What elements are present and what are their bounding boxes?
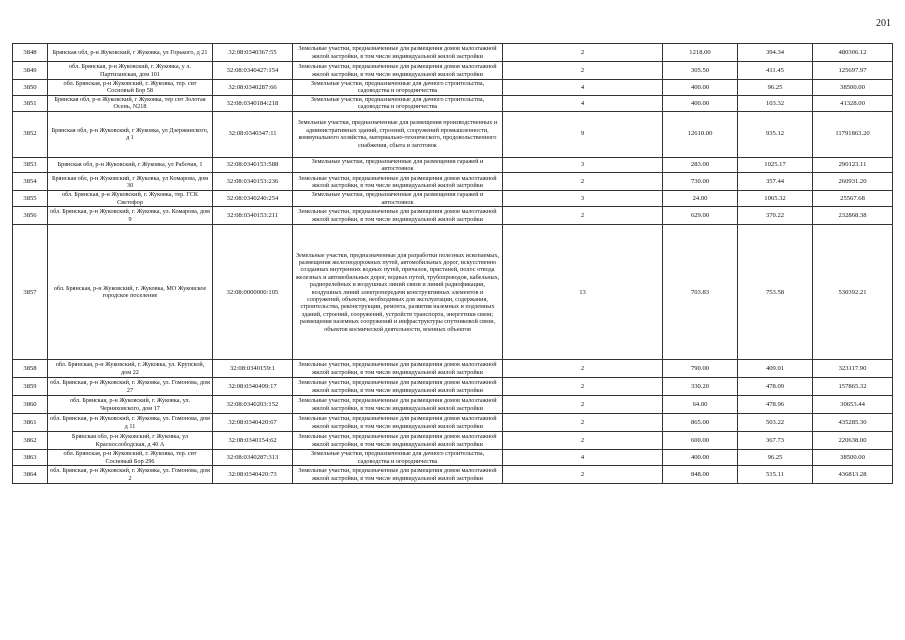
cell-purpose: Земельные участки, предназначенные для размещения домов малоэтажной жилой застройки, в том числе индивидуальной жилой застройки [293,360,503,378]
cell-group: 2 [503,378,663,396]
cell-value: 530392.21 [813,225,893,360]
cell-group: 4 [503,450,663,466]
cell-rate: 96.25 [738,450,813,466]
cell-rate: 1025.17 [738,157,813,173]
cell-value: 157865.32 [813,378,893,396]
page-number: 201 [876,18,891,29]
cell-cadastral: 32:08:0340203:152 [213,396,293,414]
cell-group: 2 [503,62,663,80]
cell-area: 283.00 [663,157,738,173]
cell-value: 30653.44 [813,396,893,414]
cell-purpose: Земельные участки, предназначенные для размещения домов малоэтажной жилой застройки, в том числе индивидуальной жилой застройки [293,44,503,62]
cell-address: обл. Брянская, р-н Жуковский, г. Жуковка, ул. Черняховского, дом 17 [48,396,213,414]
cell-group: 3 [503,191,663,207]
cell-group: 4 [503,95,663,111]
cell-purpose: Земельные участки, предназначенные для размещения домов малоэтажной жилой застройки, в том числе индивидуальной жилой застройки [293,62,503,80]
cell-value: 290123.11 [813,157,893,173]
table-row [13,191,893,207]
table-row [13,80,893,96]
cell-rate: 503.22 [738,414,813,432]
cell-cadastral: 32:08:0000000:105 [213,225,293,360]
cell-group: 9 [503,111,663,157]
cell-area: 848.00 [663,466,738,484]
table-row [13,360,893,378]
cell-area: 400.00 [663,450,738,466]
cell-cadastral: 32:08:0340420:73 [213,466,293,484]
cell-num: 3856 [13,207,48,225]
cell-rate: 935.12 [738,111,813,157]
table-row [13,157,893,173]
cell-rate: 515.11 [738,466,813,484]
table-row [13,111,893,157]
cell-num: 3857 [13,225,48,360]
cell-address: Брянская обл, р-н Жуковский, г Жуковка, ул Комарова, дом 30 [48,173,213,191]
cell-purpose: Земельные участки, предназначенные для размещения гаражей и автостоянок [293,157,503,173]
cell-address: обл. Брянская, р-н Жуковский, г. Жуковка, ул. Крупской, дом 22 [48,360,213,378]
cell-address: Брянская обл, р-н Жуковский, г Жуковка, ул Краснослободская, д 40 А [48,432,213,450]
cell-value: 38500.00 [813,450,893,466]
cell-num: 3859 [13,378,48,396]
cell-value: 232868.38 [813,207,893,225]
cell-area: 12610.00 [663,111,738,157]
cell-value: 260931.20 [813,173,893,191]
cell-area: 629.00 [663,207,738,225]
cell-rate: 478.96 [738,396,813,414]
cell-value: 38500.00 [813,80,893,96]
table-row [13,207,893,225]
cell-rate: 367.73 [738,432,813,450]
cell-cadastral: 32:08:0340499:17 [213,378,293,396]
cell-num: 3852 [13,111,48,157]
cell-cadastral: 32:08:0340154:62 [213,432,293,450]
cell-address: Брянская обл, р-н Жуковский, г Жуковка, тер снт Золотая Осень, N218 [48,95,213,111]
cell-area: 400.00 [663,95,738,111]
cell-value: 41328.00 [813,95,893,111]
cell-num: 3849 [13,62,48,80]
cell-address: Брянская обл, р-н Жуковский, г Жуковка, ул Рабочая, 1 [48,157,213,173]
cell-value: 11791863.20 [813,111,893,157]
cell-cadastral: 32:08:0340427:154 [213,62,293,80]
cell-rate: 96.25 [738,80,813,96]
cell-address: Брянская обл, р-н Жуковский, г Жуковка, ул Горького, д 21 [48,44,213,62]
cell-purpose: Земельные участки, предназначенные для размещения домов малоэтажной жилой застройки, в том числе индивидуальной жилой застройки [293,173,503,191]
cell-cadastral: 32:08:0340287:313 [213,450,293,466]
cell-group: 13 [503,225,663,360]
cell-cadastral: 32:08:0340347:11 [213,111,293,157]
cell-area: 24.00 [663,191,738,207]
cell-purpose: Земельные участки, предназначенные для размещения домов малоэтажной жилой застройки, в том числе индивидуальной жилой застройки [293,432,503,450]
cell-num: 3848 [13,44,48,62]
cell-purpose: Земельные участки, предназначенные для дачного строительства, садоводства и огородничества [293,80,503,96]
cell-purpose: Земельные участки, предназначенные для размещения домов малоэтажной жилой застройки, в том числе индивидуальной жилой застройки [293,378,503,396]
cell-cadastral: 32:08:0340159:1 [213,360,293,378]
table-row [13,466,893,484]
cell-value: 435285.30 [813,414,893,432]
cadastral-value-table [12,43,893,484]
table-row [13,450,893,466]
cell-purpose: Земельные участки, предназначенные для дачного строительства, садоводства и огородничества [293,450,503,466]
cell-purpose: Земельные участки, предназначенные для дачного строительства, садоводства и огородничества [293,95,503,111]
cell-group: 2 [503,432,663,450]
cell-value: 436813.28 [813,466,893,484]
cell-rate: 103.32 [738,95,813,111]
cell-address: обл. Брянская, р-н Жуковский, г. Жуковка, МО Жуковское городское поселение [48,225,213,360]
cell-num: 3858 [13,360,48,378]
cell-purpose: Земельные участки, предназначенные для размещения домов малоэтажной жилой застройки, в том числе индивидуальной жилой застройки [293,466,503,484]
cell-address: обл. Брянская, р-н Жуковский, г. Жуковка, у л. Партизанская, дом 101 [48,62,213,80]
table-row [13,44,893,62]
cell-group: 2 [503,414,663,432]
cell-address: Брянская обл, р-н Жуковский, г Жуковка, ул Дзержинского, д 1 [48,111,213,157]
cell-area: 1218.00 [663,44,738,62]
cell-num: 3860 [13,396,48,414]
cell-purpose: Земельные участки, предназначенные для размещения домов малоэтажной жилой застройки, в том числе индивидуальной жилой застройки [293,207,503,225]
cell-group: 2 [503,360,663,378]
cell-num: 3863 [13,450,48,466]
cell-address: обл. Брянская, р-н Жуковский, г. Жуковка, ул. Гомонова, дом 27 [48,378,213,396]
cell-cadastral: 32:08:0340153:236 [213,173,293,191]
cell-num: 3851 [13,95,48,111]
cell-area: 703.83 [663,225,738,360]
cell-group: 4 [503,80,663,96]
cell-area: 600.00 [663,432,738,450]
cell-purpose: Земельные участки, предназначенные для размещения домов малоэтажной жилой застройки, в том числе индивидуальной жилой застройки [293,396,503,414]
cell-num: 3864 [13,466,48,484]
table-row [13,432,893,450]
table-row [13,173,893,191]
cell-num: 3850 [13,80,48,96]
table-row [13,414,893,432]
cell-purpose: Земельные участки, предназначенные для размещения гаражей и автостоянок [293,191,503,207]
cell-cadastral: 32:08:0340287:66 [213,80,293,96]
cell-area: 305.50 [663,62,738,80]
cell-cadastral: 32:08:0340420:67 [213,414,293,432]
cell-rate: 478.09 [738,378,813,396]
cell-area: 330.20 [663,378,738,396]
cell-cadastral: 32:08:0340184:218 [213,95,293,111]
cell-value: 220638.00 [813,432,893,450]
table-row [13,62,893,80]
table-row [13,378,893,396]
cell-value: 480306.12 [813,44,893,62]
cell-rate: 753.58 [738,225,813,360]
cell-area: 790.00 [663,360,738,378]
cell-num: 3854 [13,173,48,191]
cell-address: обл. Брянская, р-н Жуковский, г. Жуковка, тер. ГСК Светофор [48,191,213,207]
cell-cadastral: 32:08:0340367:55 [213,44,293,62]
cell-group: 2 [503,396,663,414]
cell-purpose: Земельные участки, предназначенные для разработки полезных ископаемых, размещения железнодорожных путей, автомобильных дорог, искусственно созданных внутренних водных путей, причалов, пристаней, полос отвода железных и автомобильных дорог, водных путей, трубопроводов, кабельных, радиорелейных и воздушных линий связи и линий радиофикации, воздушных линий электропередачи конструктивных элементов и сооружений, объектов, необходимых для эксплуатации, содержания, строительства, реконструкции, ремонта, развития наземных и подземных зданий, строений, сооружений, устройств транспорта, энергетики связи; размещения наземных сооружений и инфраструктуры спутниковой связи, объектов космической деятельности, военных объектов [293,225,503,360]
cell-address: обл. Брянская, р-н Жуковский, г. Жуковка, ул. Комарова, дом 9 [48,207,213,225]
cell-address: обл. Брянская, р-н Жуковский, г. Жуковка, ул. Гомонова, дом 2 [48,466,213,484]
cell-rate: 409.01 [738,360,813,378]
cell-area: 400.00 [663,80,738,96]
cell-purpose: Земельные участки, предназначенные для размещения домов малоэтажной жилой застройки, в том числе индивидуальной жилой застройки [293,414,503,432]
cell-rate: 370.22 [738,207,813,225]
cell-value: 125697.97 [813,62,893,80]
cell-cadastral: 32:08:0340240:254 [213,191,293,207]
cell-address: обл. Брянская, р-н Жуковский, г. Жуковка, тер. снт Сосновый Бор 296 [48,450,213,466]
cell-group: 2 [503,466,663,484]
cell-group: 2 [503,173,663,191]
cell-group: 3 [503,157,663,173]
cell-group: 2 [503,207,663,225]
cell-address: обл. Брянская, р-н Жуковский, г. Жуковка, ул. Гомонова, дом д 11 [48,414,213,432]
cell-num: 3862 [13,432,48,450]
cell-num: 3861 [13,414,48,432]
cell-area: 64.00 [663,396,738,414]
cell-cadastral: 32:08:0340153:588 [213,157,293,173]
cell-rate: 411.45 [738,62,813,80]
cell-group: 2 [503,44,663,62]
table-row [13,225,893,360]
table-row [13,396,893,414]
cell-purpose: Земельные участки, предназначенные для размещения производственных и административных зданий, строений, сооружений промышленности, коммунального хозяйства, материально-технического, продовольственного снабжения, сбыта и заготовок [293,111,503,157]
cell-value: 323117.90 [813,360,893,378]
cell-value: 25567.68 [813,191,893,207]
cell-rate: 1065.32 [738,191,813,207]
cell-area: 865.00 [663,414,738,432]
cell-area: 730.00 [663,173,738,191]
cell-address: обл. Брянская, р-н Жуковский, г. Жуковка, тер. снт Сосновый Бор 58 [48,80,213,96]
table-row [13,95,893,111]
cell-rate: 394.34 [738,44,813,62]
cell-rate: 357.44 [738,173,813,191]
cell-cadastral: 32:08:0340153:211 [213,207,293,225]
cell-num: 3855 [13,191,48,207]
cell-num: 3853 [13,157,48,173]
